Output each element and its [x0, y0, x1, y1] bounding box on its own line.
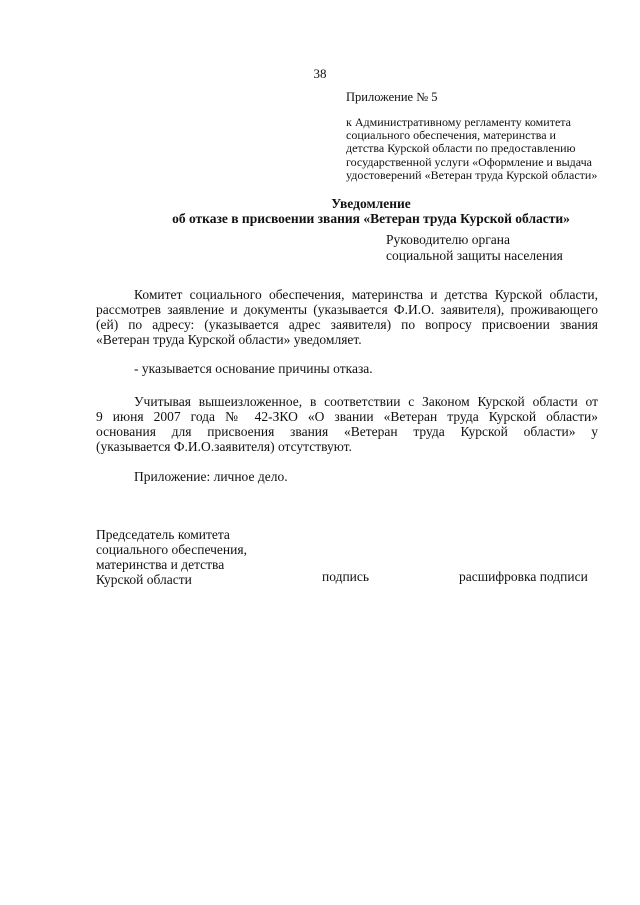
signature-decoding-label: расшифровка подписи: [459, 569, 588, 584]
body-paragraph-1: [96, 287, 598, 347]
paragraph-line: Комитет социального обеспечения, материнства и детства Курской области,: [134, 287, 598, 302]
signatory-line: материнства и детства: [96, 557, 225, 572]
heading-subtitle: об отказе в присвоении звания «Ветеран труда Курской области»: [172, 211, 570, 226]
attachment-text: Приложение: личное дело.: [134, 469, 288, 484]
paragraph-line: Учитывая вышеизложенное, в соответствии с Законом Курской области от: [134, 394, 598, 409]
body-paragraph-2: [96, 361, 598, 376]
paragraph-line: (ей) по адресу: (указывается адрес заявителя) по вопросу присвоении звания: [96, 317, 598, 332]
appendix-line: к Административному регламенту комитета: [346, 115, 571, 129]
paragraph-line: 9 июня 2007 года № 42-ЗКО «О звании «Ветеран труда Курской области»: [96, 409, 598, 424]
signatory-block: [96, 527, 247, 587]
appendix-line: удостоверений «Ветеран труда Курской области»: [346, 167, 598, 182]
addressee-line: социальной защиты населения: [386, 247, 563, 263]
paragraph-line: рассмотрев заявление и документы (указывается Ф.И.О. заявителя), проживающего: [96, 302, 598, 317]
addressee: [386, 232, 563, 263]
page-number: 38: [313, 66, 327, 81]
signatory-line: социального обеспечения,: [96, 542, 247, 557]
appendix-description: [346, 116, 597, 182]
document-heading: [0, 196, 640, 226]
appendix-title: Приложение № 5: [346, 90, 438, 104]
appendix-line: государственной услуги «Оформление и выдача: [346, 154, 592, 169]
paragraph-line: основания для присвоения звания «Ветеран труда Курской области» у: [96, 424, 598, 439]
signatory-line: Председатель комитета: [96, 527, 230, 542]
addressee-line: Руководителю органа: [386, 232, 510, 247]
paragraph-line: - указывается основание причины отказа.: [134, 361, 373, 376]
heading-title: Уведомление: [331, 196, 411, 211]
appendix-line: детства Курской области по предоставлению: [346, 141, 576, 156]
signature-label: подпись: [322, 569, 370, 584]
appendix-line: социального обеспечения, материнства и: [346, 128, 556, 143]
paragraph-line: «Ветеран труда Курской области» уведомляет.: [96, 332, 362, 347]
body-paragraph-3: [96, 394, 598, 454]
attachment-note: [96, 469, 598, 484]
signatory-line: Курской области: [96, 572, 192, 587]
paragraph-line: (указывается Ф.И.О.заявителя) отсутствуют.: [96, 439, 352, 454]
